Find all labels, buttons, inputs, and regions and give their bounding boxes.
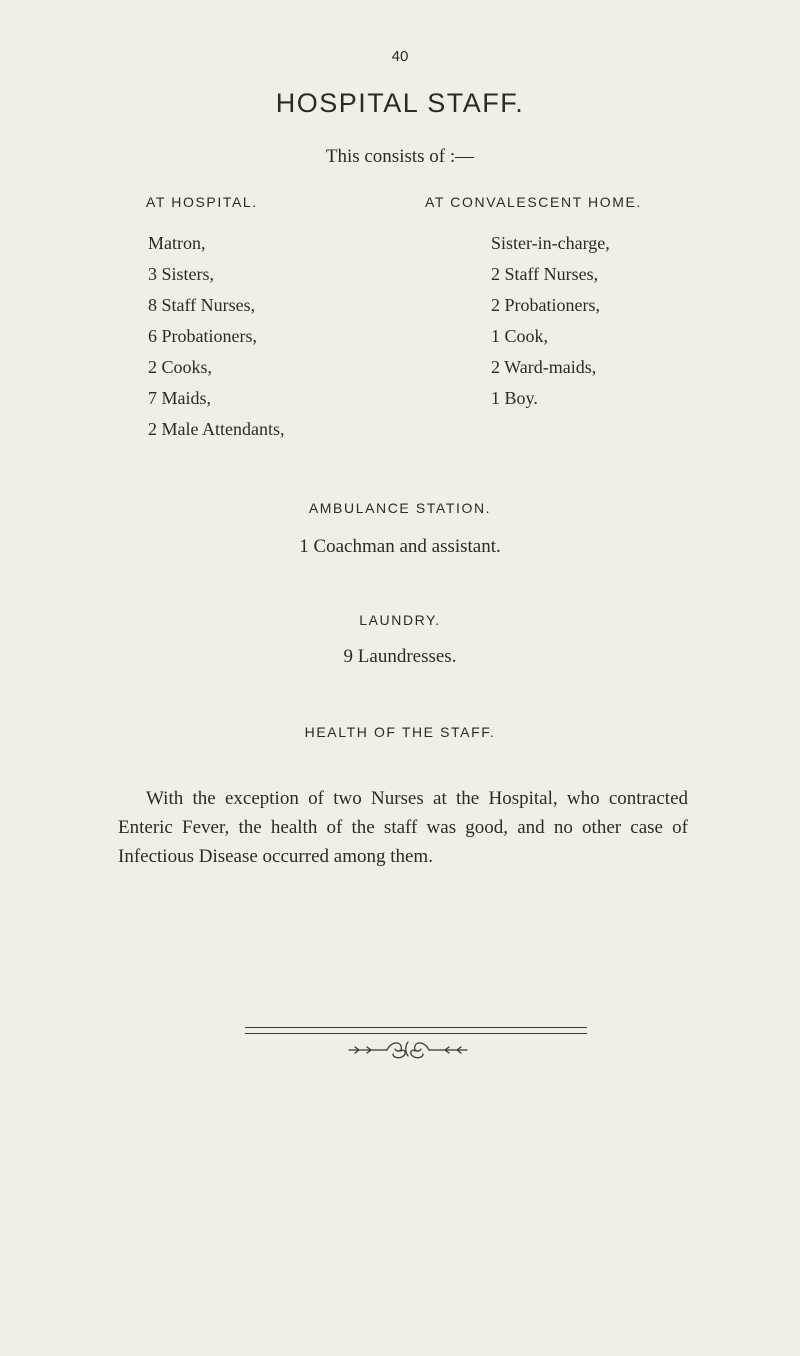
ambulance-heading: AMBULANCE STATION. <box>308 500 492 516</box>
list-item: 6 Probationers, <box>148 326 257 346</box>
divider-rule-top <box>245 1027 587 1028</box>
laundry-text: 9 Laundresses. <box>343 646 457 667</box>
divider-rule-bottom <box>245 1033 587 1034</box>
list-item: 1 Cook, <box>491 326 549 346</box>
list-item: Sister-in-charge, <box>491 233 610 253</box>
right-column-heading: AT CONVALESCENT HOME. <box>425 194 642 210</box>
intro-text: This consists of :— <box>325 146 475 167</box>
left-column-heading: AT HOSPITAL. <box>146 194 258 210</box>
health-heading: HEALTH OF THE STAFF. <box>304 724 496 740</box>
page-title: HOSPITAL STAFF. <box>275 88 525 118</box>
list-item: 8 Staff Nurses, <box>148 295 256 315</box>
list-item: 2 Ward-maids, <box>491 357 597 377</box>
list-item: 2 Cooks, <box>148 357 213 377</box>
list-item: 2 Staff Nurses, <box>491 264 599 284</box>
list-item: 2 Male Attendants, <box>148 419 285 439</box>
list-item: 1 Boy. <box>491 388 538 408</box>
list-item: Matron, <box>148 233 206 253</box>
health-paragraph: With the exception of two Nurses at the Hospital, who contracted Enteric Fever, the health of the staff was good, and no other case of Infectious Disease occurred among them. <box>118 788 688 867</box>
list-item: 7 Maids, <box>148 388 211 408</box>
ambulance-text: 1 Coachman and assistant. <box>299 536 501 557</box>
scroll-flourish-icon <box>347 1038 469 1060</box>
list-item: 3 Sisters, <box>148 264 215 284</box>
page-number: 40 <box>391 48 409 65</box>
laundry-heading: LAUNDRY. <box>359 612 441 628</box>
list-item: 2 Probationers, <box>491 295 600 315</box>
